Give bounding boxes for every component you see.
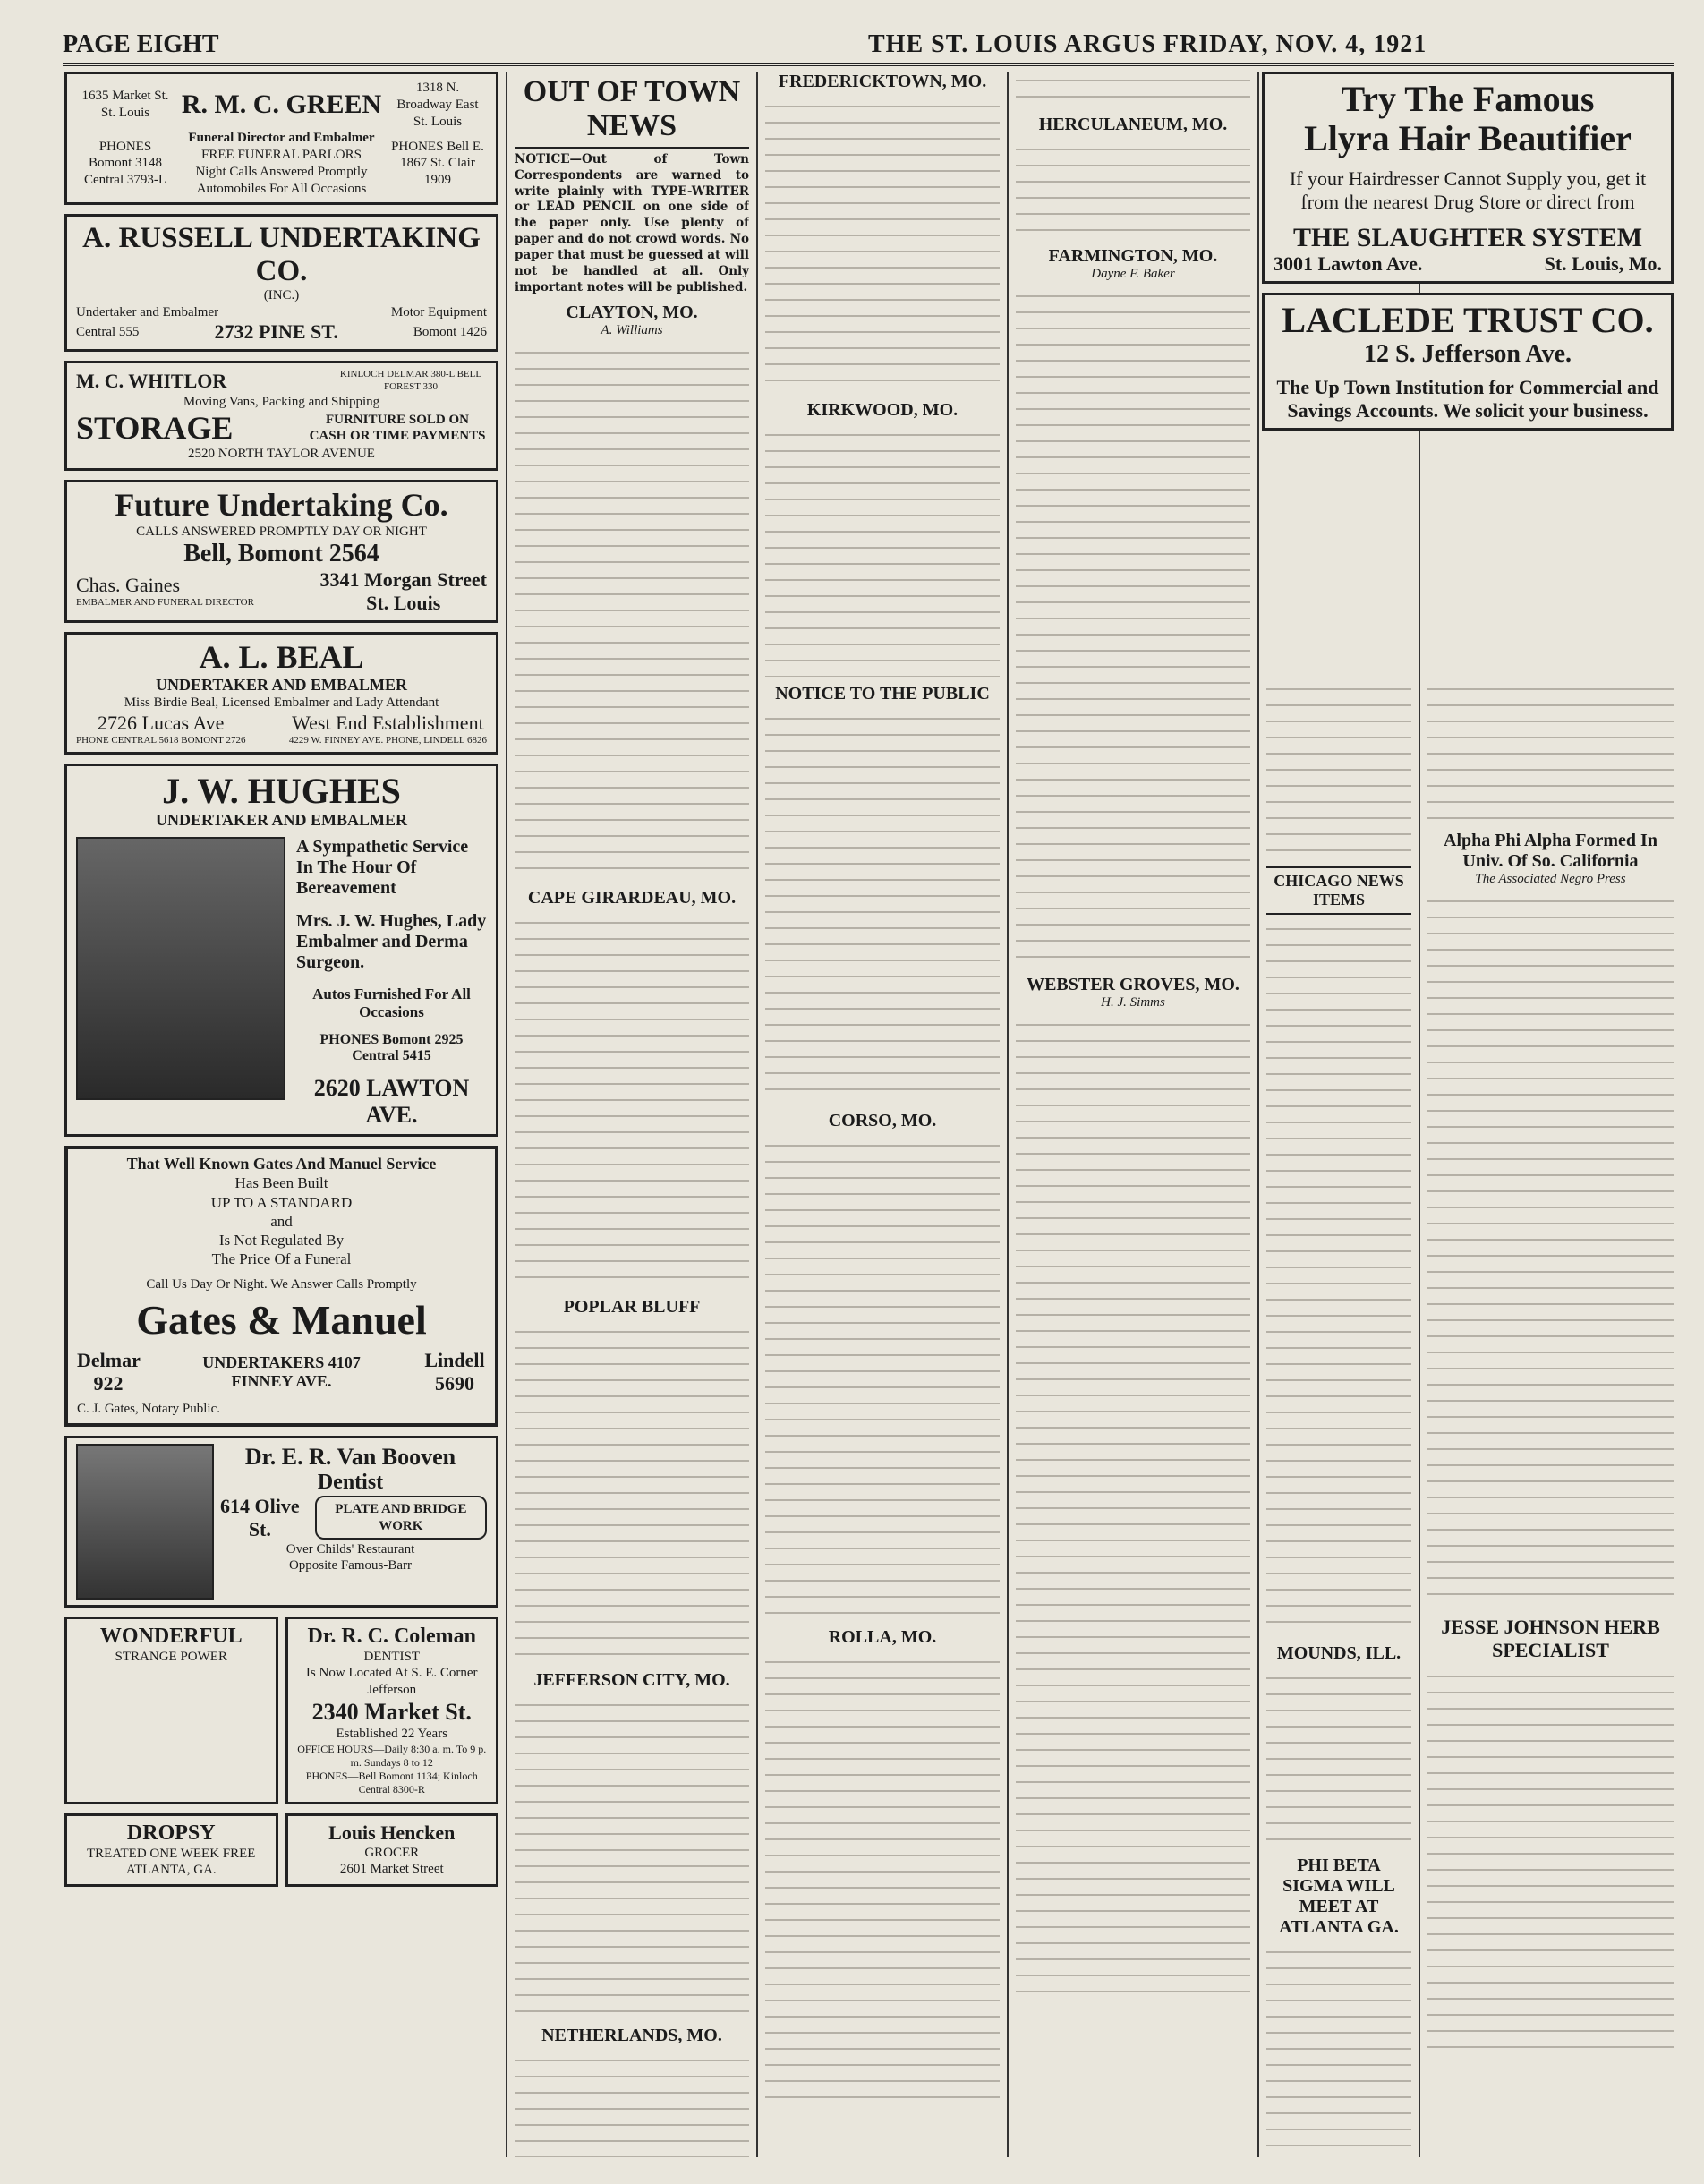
green-name: R. M. C. GREEN [181,90,382,120]
beal-right: West End Establishment [292,711,484,734]
laclede-address: 12 S. Jefferson Ave. [1364,340,1572,368]
webster-byline: H. J. Simms [1101,995,1165,1010]
column-rule [1007,72,1009,2157]
column-rule [756,72,758,2157]
wonderful-sub: STRANGE POWER [115,1649,227,1664]
ad-hencken [285,1813,499,1888]
future-line1: CALLS ANSWERED PROMPTLY DAY OR NIGHT [136,524,427,539]
article-text [1016,141,1250,239]
gates-line5: Is Not Regulated By [218,1232,345,1250]
future-city: St. Louis [366,592,441,615]
whitlor-line2: FURNITURE SOLD ON CASH OR TIME PAYMENTS [309,412,486,444]
gates-line6: The Price Of a Funeral [211,1250,352,1268]
green-left-address: 1635 Market St. St. Louis [81,89,169,121]
russell-phone1: Central 555 [76,324,140,339]
ad-russell [64,214,498,352]
farmington-dateline: FARMINGTON, MO. [1048,246,1218,266]
hughes-phones: PHONES Bomont 2925 Central 5415 [320,1032,464,1064]
beal-left2: PHONE CENTRAL 5618 BOMONT 2726 [76,734,246,746]
dropsy-name: DROPSY [126,1821,216,1845]
ad-hughes [64,764,498,1137]
gates-name: Gates & Manuel [136,1297,427,1344]
vanbooven-address: 614 Olive St. [220,1494,300,1540]
coleman-name: Dr. R. C. Coleman [307,1624,476,1648]
alpha-byline: The Associated Negro Press [1475,872,1626,886]
green-phones-right: PHONES Bell E. 1867 St. Clair 1909 [391,139,484,188]
coleman-hours: OFFICE HOURS—Daily 8:30 a. m. To 9 p. m. Sundays 8 to 12 [297,1742,487,1769]
ad-dropsy [64,1813,278,1888]
hughes-tag: A Sympathetic Service In The Hour Of Bereavement [296,837,469,899]
russell-address: 2732 PINE ST. [214,320,338,344]
llyra-city: St. Louis, Mo. [1544,252,1662,275]
beal-name: A. L. BEAL [199,639,364,676]
llyra-address: 3001 Lawton Ave. [1274,252,1423,275]
russell-left: Undertaker and Embalmer [76,304,219,320]
mounds-dateline: MOUNDS, ILL. [1276,1643,1402,1663]
article-text [1016,1016,1250,2001]
article-text [1266,920,1411,1636]
article-text [515,1323,749,1663]
ads-column [64,72,498,2157]
beal-left: 2726 Lucas Ave [98,711,225,734]
vanbooven-badge: PLATE AND BRIDGE WORK [315,1496,487,1540]
vanbooven-note: Over Childs' Restaurant [285,1541,415,1557]
gates-line2: Has Been Built [234,1174,328,1192]
future-person: Chas. Gaines [76,574,181,597]
future-phone: Bell, Bomont 2564 [183,540,379,568]
hencken-address: 2601 Market Street [339,1862,444,1877]
gates-mid: UNDERTAKERS 4107 FINNEY AVE. [202,1352,361,1390]
gates-line4: and [270,1212,293,1230]
gates-line3: UP TO A STANDARD [210,1193,353,1211]
column-6 [1427,680,1674,2157]
chicago-headline: CHICAGO NEWS ITEMS [1266,866,1411,915]
gates-left: Delmar 922 [77,1348,141,1395]
green-line4: Automobiles For All Occasions [196,181,367,196]
green-line2: FREE FUNERAL PARLORS [201,148,362,162]
herculaneum-dateline: HERCULANEUM, MO. [1038,115,1228,134]
corso-dateline: CORSO, MO. [828,1111,937,1130]
green-line3: Night Calls Answered Promptly [195,164,368,179]
webster-dateline: WEBSTER GROVES, MO. [1027,975,1240,994]
vanbooven-title: Dentist [317,1470,384,1494]
hughes-line1: UNDERTAKER AND EMBALMER [155,811,408,830]
future-address: 3341 Morgan Street [320,568,487,592]
ad-green [64,72,498,205]
article-text [515,914,749,1290]
whitlor-name: M. C. WHITLOR [76,370,227,393]
coleman-address: 2340 Market St. [311,1698,472,1725]
article-text [765,426,1000,677]
hughes-address: 2620 LAWTON AVE. [313,1075,470,1129]
right-ads [1262,72,1674,439]
out-of-town-headline: OUT OF TOWN NEWS [515,72,749,149]
jefferson-dateline: JEFFERSON CITY, MO. [533,1670,730,1691]
article-text [1427,1668,1674,2061]
whitlor-line1: Moving Vans, Packing and Shipping [183,394,380,409]
article-text [765,1137,1000,1620]
column-4 [1016,72,1250,2157]
article-text [1427,892,1674,1608]
column-3 [765,72,1000,2157]
phibeta-headline: PHI BETA SIGMA WILL MEET AT ATLANTA GA. [1279,1856,1399,1937]
russell-inc: (INC.) [263,287,300,303]
llyra-name: THE SLAUGHTER SYSTEM [1292,223,1643,252]
russell-name: A. RUSSELL UNDERTAKING CO. [82,222,481,287]
rolla-dateline: ROLLA, MO. [828,1627,937,1647]
beal-line1: UNDERTAKER AND EMBALMER [155,675,408,694]
green-right-address: 1318 N. Broadway East St. Louis [396,81,479,129]
article-text [1427,680,1674,823]
masthead [63,27,1674,66]
whitlor-address: 2520 NORTH TAYLOR AVENUE [188,447,375,462]
column-rule [1257,72,1259,2157]
article-text [765,1653,1000,2101]
clayton-byline: A. Williams [601,323,663,338]
laclede-name: LACLEDE TRUST CO. [1282,300,1654,340]
hughes-name: J. W. HUGHES [162,771,401,812]
russell-phone2: Bomont 1426 [413,324,487,339]
coleman-phones: PHONES—Bell Bomont 1134; Kinloch Central 8300-R [305,1769,478,1796]
gates-right: Lindell 5690 [424,1348,485,1395]
coleman-title: DENTIST [363,1649,420,1664]
article-text [515,344,749,881]
future-name: Future Undertaking Co. [115,486,448,523]
vanbooven-name: Dr. E. R. Van Booven [244,1443,456,1470]
whitlor-storage: STORAGE [76,409,234,446]
cape-dateline: CAPE GIRARDEAU, MO. [527,888,737,909]
dropsy-city: ATLANTA, GA. [125,1863,217,1878]
notice-public-headline: NOTICE TO THE PUBLIC [775,684,990,704]
whitlor-phone: KINLOCH DELMAR 380-L BELL FOREST 330 [339,369,482,393]
hughes-lady: Mrs. J. W. Hughes, Lady Embalmer and Derma Surgeon. [296,911,487,973]
wonderful-title: WONDERFUL [99,1624,243,1648]
hughes-autos: Autos Furnished For All Occasions [312,985,471,1021]
ad-whitlor [64,361,498,471]
article-text [765,710,1000,1104]
vanbooven-note2: Opposite Famous-Barr [288,1558,413,1574]
article-text [1266,1943,1411,2157]
hencken-title: GROCER [364,1845,420,1860]
page-number: PAGE EIGHT [63,30,219,58]
fredericktown-dateline: FREDERICKTOWN, MO. [778,72,987,91]
ad-vanbooven [64,1436,498,1608]
ad-coleman [285,1617,499,1804]
alpha-headline: Alpha Phi Alpha Formed In Univ. Of So. California [1444,831,1657,871]
column-rule [506,72,507,2157]
ad-llyra [1262,72,1674,284]
article-text [515,2052,749,2157]
article-text [515,1696,749,2018]
article-text [1016,72,1250,107]
laclede-tag: The Up Town Institution for Commercial and Savings Accounts. We solicit your business. [1276,376,1659,422]
dropsy-sub: TREATED ONE WEEK FREE [87,1846,256,1861]
llyra-line2: Llyra Hair Beautifier [1304,118,1632,158]
correspondents-notice: NOTICE—Out of Town Correspondents are warned to write plainly with TYPE-WRITER or LEAD PENCIL on one side of the paper only. Use plenty of paper and do not crowd words. No paper that must be guessed at will not be handled at all. Only important notes will be published. [515,152,749,294]
coleman-est: Established 22 Years [336,1726,448,1741]
beal-right2: 4229 W. FINNEY AVE. PHONE, LINDELL 6826 [288,734,487,746]
ad-wonderful [64,1617,278,1804]
russell-right: Motor Equipment [390,304,487,320]
gates-notary: C. J. Gates, Notary Public. [77,1401,220,1416]
jesse-headline: JESSE JOHNSON HERB SPECIALIST [1441,1616,1660,1661]
beal-line2: Miss Birdie Beal, Licensed Embalmer and Lady Attendant [124,695,439,710]
farmington-byline: Dayne F. Baker [1091,267,1175,281]
kirkwood-dateline: KIRKWOOD, MO. [806,400,958,420]
ad-laclede [1262,293,1674,431]
gates-line1: That Well Known Gates And Manuel Service [126,1155,437,1173]
ad-gates [64,1146,498,1426]
article-text [1266,1669,1411,1848]
netherlands-dateline: NETHERLANDS, MO. [541,2026,722,2046]
column-5 [1266,680,1411,2157]
llyra-line3: If your Hairdresser Cannot Supply you, get it from the nearest Drug Store or direct from [1289,167,1647,213]
paper-name: THE ST. LOUIS ARGUS FRIDAY, NOV. 4, 1921 [868,30,1427,58]
column-2 [515,72,749,2157]
vanbooven-portrait [76,1444,214,1600]
future-title: EMBALMER AND FUNERAL DIRECTOR [76,597,254,609]
hencken-name: Louis Hencken [328,1821,456,1844]
green-line1: Funeral Director and Embalmer [188,131,375,146]
poplar-dateline: POPLAR BLUFF [563,1297,701,1318]
hughes-portrait [76,837,285,1100]
clayton-dateline: CLAYTON, MO. [566,303,698,323]
article-text [1266,680,1411,859]
ad-beal [64,632,498,755]
green-phones-left: PHONES Bomont 3148 Central 3793-L [83,139,167,188]
gates-line7: Call Us Day Or Night. We Answer Calls Promptly [146,1276,417,1292]
article-text [1016,287,1250,968]
coleman-line1: Is Now Located At S. E. Corner Jefferson [305,1666,478,1698]
llyra-line1: Try The Famous [1341,79,1595,119]
article-text [765,98,1000,393]
ad-future [64,480,498,623]
